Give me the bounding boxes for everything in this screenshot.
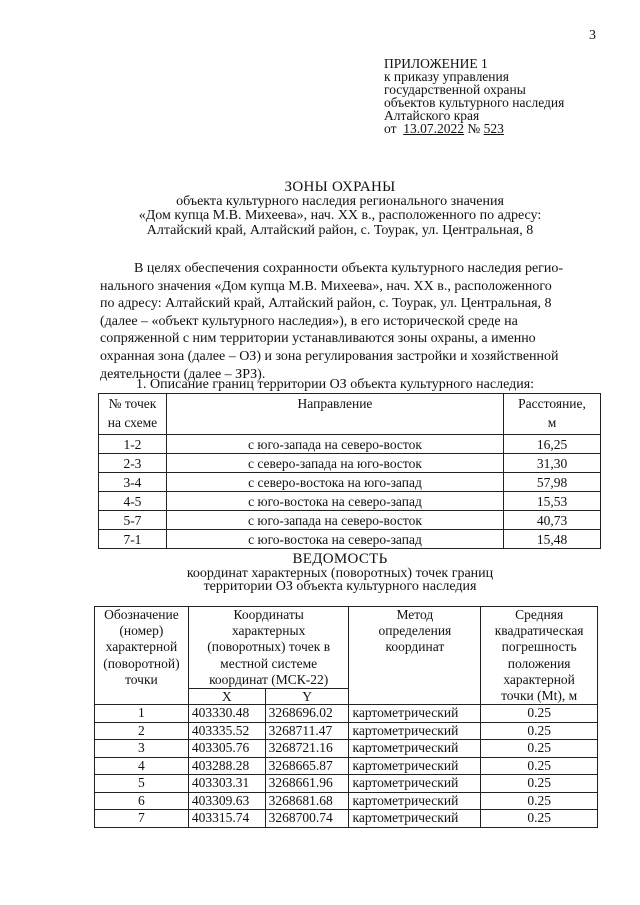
header-point-designation (95, 607, 189, 705)
appendix-title: ПРИЛОЖЕНИЕ 1 (384, 56, 488, 71)
table-row (95, 705, 598, 723)
header-error (481, 607, 598, 705)
cell-point: 1 (95, 705, 189, 723)
appendix-header (384, 57, 624, 135)
table-row (99, 435, 601, 454)
cell-point: 3 (95, 740, 189, 758)
cell-error: 0.25 (481, 792, 598, 810)
header-text: Обозначение (104, 607, 179, 622)
page-number: 3 (589, 28, 596, 43)
cell-method: картометрический (349, 757, 481, 775)
cell-point: 7 (95, 810, 189, 828)
vedomost-line: территории ОЗ объекта культурного наследия (203, 579, 477, 594)
cell-point: 5 (95, 775, 189, 793)
cell-x: 403288.28 (188, 757, 265, 775)
cell-direction: с юго-запада на северо-восток (166, 511, 503, 530)
cell-method: картометрический (349, 740, 481, 758)
table-row (95, 810, 598, 828)
vedomost-line: координат характерных (поворотных) точек границ (186, 565, 494, 581)
table-row (99, 473, 601, 492)
cell-y: 3268661.96 (265, 775, 349, 793)
cell-error: 0.25 (481, 757, 598, 775)
cell-error: 0.25 (481, 775, 598, 793)
paragraph-line: В целях обеспечения сохранности объекта культурного наследия регио- (134, 261, 564, 276)
title-line: «Дом купца М.В. Михеева», нач. ХХ в., расположенного по адресу: (138, 208, 542, 223)
table-row (99, 511, 601, 530)
header-text: Средняя (515, 607, 564, 622)
paragraph-line: нального значения «Дом купца М.В. Михеева», нач. ХХ в., расположенного (100, 278, 552, 294)
header-direction: Направление (166, 394, 503, 435)
cell-y: 3268711.47 (265, 722, 349, 740)
cell-points: 3-4 (99, 473, 167, 492)
table-row (99, 530, 601, 549)
header-text: (поворотных) точек в (207, 639, 331, 655)
title-line: объекта культурного наследия регионального значения (176, 193, 504, 209)
table-row (95, 775, 598, 793)
header-text: квадратическая (494, 623, 584, 639)
paragraph-line: сопряженной с ним территории устанавливаются зоны охраны, а именно (100, 331, 536, 347)
table-header-row (95, 607, 598, 689)
cell-y: 3268721.16 (265, 740, 349, 758)
paragraph-line: деятельности (далее – ЗРЗ). (100, 366, 266, 382)
header-x: X (188, 689, 265, 705)
cell-direction: с северо-запада на юго-восток (166, 454, 503, 473)
cell-points: 4-5 (99, 492, 167, 511)
appendix-line: к приказу управления (384, 69, 509, 84)
header-text: координат (МСК-22) (209, 671, 329, 687)
appendix-line: государственной охраны (384, 82, 526, 97)
cell-y: 3268700.74 (265, 810, 349, 828)
cell-x: 403309.63 (188, 792, 265, 810)
header-text: (номер) (119, 623, 164, 639)
paragraph-line: по адресу: Алтайский край, Алтайский район, с. Тоурак, ул. Центральная, 8 (100, 296, 552, 312)
intro-paragraph (100, 260, 598, 383)
cell-direction: с юго-востока на северо-запад (166, 530, 503, 549)
header-text: Метод (396, 607, 434, 622)
header-coordinates (188, 607, 349, 689)
header-text: на схеме (107, 415, 158, 430)
boundary-table (98, 393, 601, 549)
cell-method: картометрический (349, 775, 481, 793)
cell-distance: 16,25 (504, 435, 601, 454)
header-text: характерной (503, 671, 575, 687)
order-date: 13.07.2022 (403, 121, 464, 136)
cell-x: 403335.52 (188, 722, 265, 740)
vedomost-heading: ВЕДОМОСТЬ (292, 551, 388, 567)
title-heading: ЗОНЫ ОХРАНЫ (284, 179, 396, 195)
number-sign: № (467, 121, 481, 136)
cell-method: картометрический (349, 722, 481, 740)
table-row (95, 757, 598, 775)
header-text: координат (385, 639, 445, 655)
header-points (99, 394, 167, 435)
cell-points: 7-1 (99, 530, 167, 549)
header-text: Координаты (233, 607, 304, 622)
section-1-title: 1. Описание границ территории ОЗ объекта культурного наследия: (136, 377, 535, 392)
table-row (99, 492, 601, 511)
cell-points: 5-7 (99, 511, 167, 530)
header-text: Расстояние, (518, 396, 586, 411)
appendix-line: объектов культурного наследия (384, 95, 565, 110)
header-text: точки (125, 671, 158, 687)
cell-method: картометрический (349, 810, 481, 828)
cell-error: 0.25 (481, 740, 598, 758)
header-text: погрешность (501, 639, 577, 655)
cell-distance: 15,53 (504, 492, 601, 511)
header-text: характерной (105, 639, 178, 655)
table-header-row (99, 394, 601, 435)
document-title (60, 180, 620, 238)
header-text: (поворотной) (103, 655, 180, 671)
cell-points: 2-3 (99, 454, 167, 473)
header-text: точки (Mt), м (501, 688, 578, 704)
header-distance (504, 394, 601, 435)
date-prefix: от (384, 121, 397, 136)
cell-y: 3268681.68 (265, 792, 349, 810)
order-number: 523 (483, 121, 504, 136)
table-row (95, 792, 598, 810)
cell-distance: 57,98 (504, 473, 601, 492)
order-date-line (384, 122, 624, 135)
appendix-line: Алтайского края (384, 108, 480, 123)
cell-error: 0.25 (481, 810, 598, 828)
header-text: м (547, 415, 557, 430)
paragraph-line: охранная зона (далее – ОЗ) и зона регулирования застройки и хозяйственной (100, 348, 559, 364)
header-method (349, 607, 481, 705)
cell-distance: 40,73 (504, 511, 601, 530)
header-text: определения (378, 623, 452, 639)
cell-x: 403330.48 (188, 705, 265, 723)
cell-direction: с северо-востока на юго-запад (166, 473, 503, 492)
cell-y: 3268665.87 (265, 757, 349, 775)
cell-point: 6 (95, 792, 189, 810)
cell-point: 4 (95, 757, 189, 775)
table-row (95, 740, 598, 758)
cell-y: 3268696.02 (265, 705, 349, 723)
table-row (95, 722, 598, 740)
header-text: местной системе (220, 655, 318, 671)
cell-method: картометрический (349, 792, 481, 810)
cell-point: 2 (95, 722, 189, 740)
cell-x: 403305.76 (188, 740, 265, 758)
table-row (99, 454, 601, 473)
cell-points: 1-2 (99, 435, 167, 454)
title-line: Алтайский край, Алтайский район, с. Тоурак, ул. Центральная, 8 (146, 222, 534, 238)
header-text: № точек (108, 396, 157, 411)
cell-error: 0.25 (481, 705, 598, 723)
header-text: положения (507, 655, 571, 671)
cell-direction: с юго-запада на северо-восток (166, 435, 503, 454)
cell-direction: с юго-востока на северо-запад (166, 492, 503, 511)
cell-distance: 15,48 (504, 530, 601, 549)
coordinates-table (94, 606, 598, 828)
cell-x: 403303.31 (188, 775, 265, 793)
vedomost-title (60, 553, 620, 594)
cell-error: 0.25 (481, 722, 598, 740)
cell-x: 403315.74 (188, 810, 265, 828)
header-text: характерных (231, 623, 306, 639)
header-y: Y (265, 689, 349, 705)
cell-distance: 31,30 (504, 454, 601, 473)
paragraph-line: (далее – «объект культурного наследия»), в его исторической среде на (100, 313, 518, 329)
cell-method: картометрический (349, 705, 481, 723)
